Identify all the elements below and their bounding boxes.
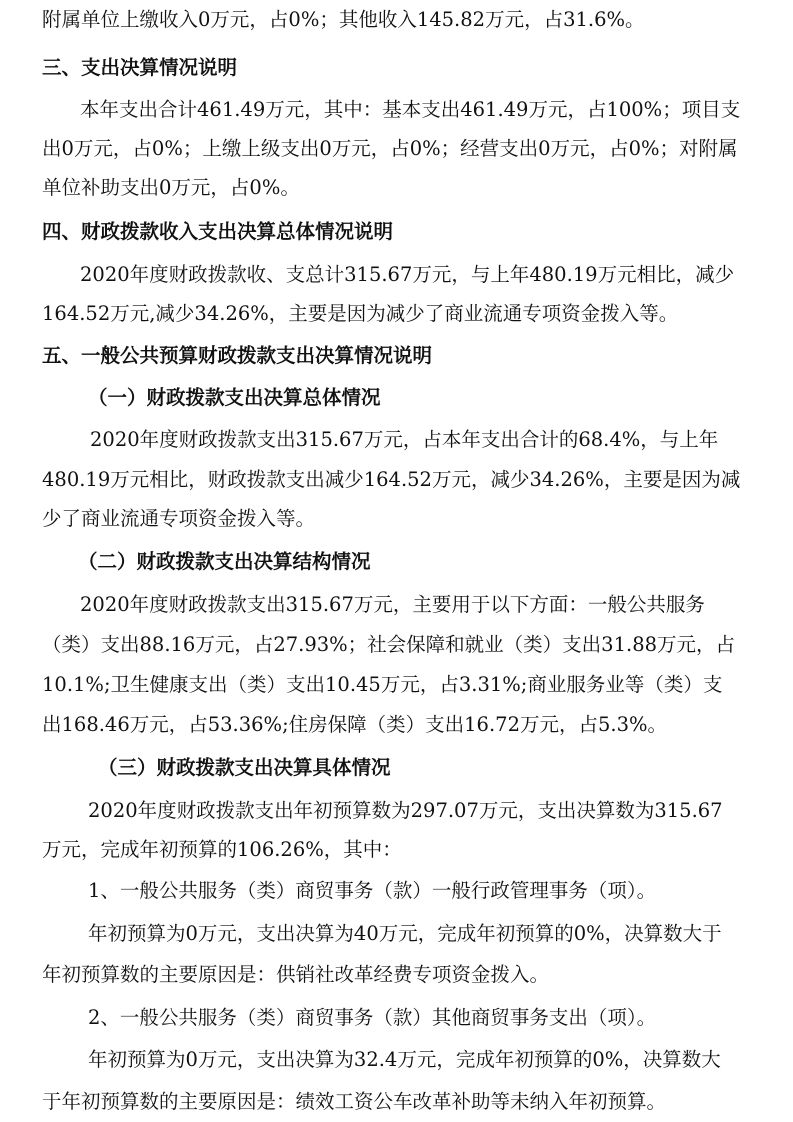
body-text-line: 2020年度财政拨款收、支总计315.67万元，与上年480.19万元相比，减少 <box>80 263 735 286</box>
body-text-line: 本年支出合计461.49万元，其中：基本支出461.49万元，占100%；项目支 <box>80 98 741 121</box>
body-text-line: 1、一般公共服务（类）商贸事务（款）一般行政管理事务（项）。 <box>88 879 657 902</box>
body-text-line: 单位补助支出0万元，占0%。 <box>42 176 300 199</box>
subsection-heading: （三）财政拨款支出决算具体情况 <box>98 756 391 779</box>
body-text-line: 480.19万元相比，财政拨款支出减少164.52万元，减少34.26%，主要是因为减 <box>42 468 741 491</box>
subsection-heading: （一）财政拨款支出决算总体情况 <box>88 386 381 409</box>
body-text-line: 出168.46万元，占53.36%;住房保障（类）支出16.72万元，占5.3%。 <box>42 713 668 736</box>
body-text-line: 万元，完成年初预算的106.26%，其中： <box>42 838 402 861</box>
body-text-line: 164.52万元,减少34.26%，主要是因为减少了商业流通专项资金拨入等。 <box>42 302 679 325</box>
body-text-line: 于年初预算数的主要原因是：绩效工资公车改革补助等未纳入年初预算。 <box>42 1090 667 1113</box>
body-text-line: 年初预算为0万元，支出决算为32.4万元，完成年初预算的0%，决算数大 <box>88 1048 721 1071</box>
subsection-heading: （二）财政拨款支出决算结构情况 <box>78 550 371 573</box>
body-text-line: 少了商业流通专项资金拨入等。 <box>42 507 316 530</box>
section-heading: 五、一般公共预算财政拨款支出决算情况说明 <box>42 344 433 367</box>
body-text-line: 年初预算数的主要原因是：供销社改革经费专项资金拨入。 <box>42 963 550 986</box>
body-text-line: 2020年度财政拨款支出315.67万元，主要用于以下方面：一般公共服务 <box>80 593 705 616</box>
body-text-line: 2020年度财政拨款支出年初预算数为297.07万元，支出决算数为315.67 <box>88 799 723 822</box>
body-text-line: 出0万元，占0%；上缴上级支出0万元，占0%；经营支出0万元，占0%；对附属 <box>42 137 738 160</box>
body-text-line: 年初预算为0万元，支出决算为40万元，完成年初预算的0%，决算数大于 <box>88 922 722 945</box>
section-heading: 三、支出决算情况说明 <box>42 56 238 79</box>
body-text-line: （类）支出88.16万元，占27.93%；社会保障和就业（类）支出31.88万元，占 <box>42 633 736 656</box>
body-text-line: 10.1%;卫生健康支出（类）支出10.45万元，占3.31%;商业服务业等（类）支 <box>42 673 723 696</box>
body-text-line: 2020年度财政拨款支出315.67万元，占本年支出合计的68.4%，与上年 <box>90 428 719 451</box>
body-text-line: 附属单位上缴收入0万元，占0%；其他收入145.82万元，占31.6%。 <box>42 8 645 31</box>
body-text-line: 2、一般公共服务（类）商贸事务（款）其他商贸事务支出（项）。 <box>88 1006 657 1029</box>
section-heading: 四、财政拨款收入支出决算总体情况说明 <box>42 220 394 243</box>
